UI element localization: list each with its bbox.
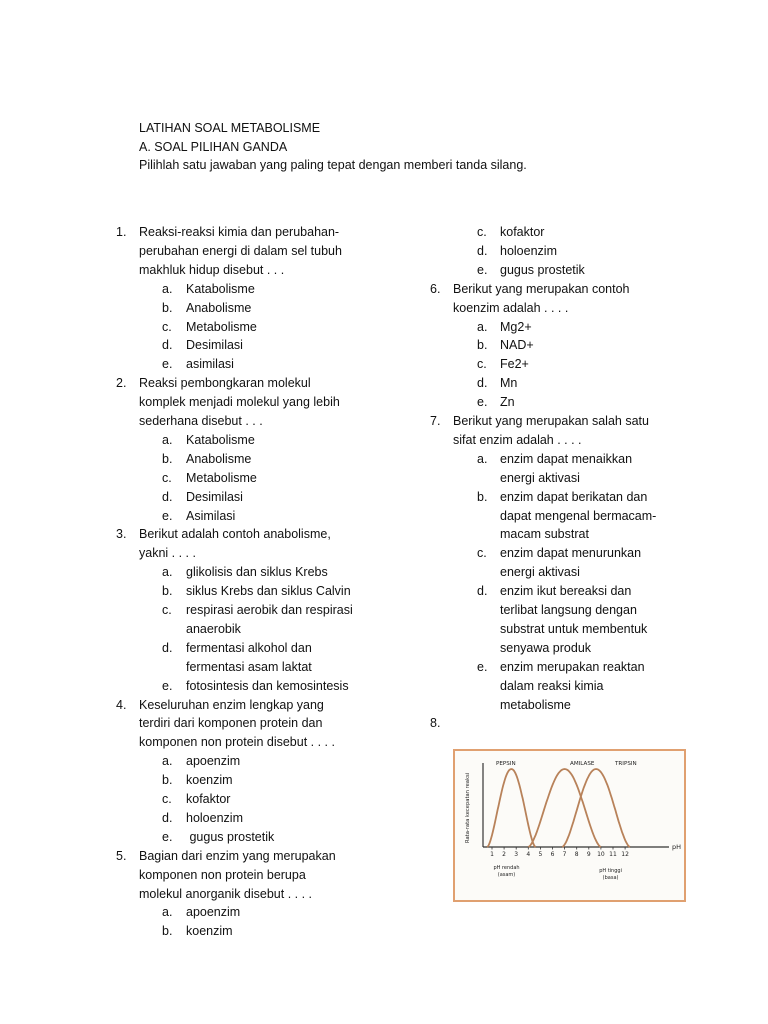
option-text[interactable]: substrat untuk membentuk [500,621,648,636]
x-tick-label: 12 [621,851,629,858]
option-text[interactable]: fermentasi asam laktat [186,659,312,674]
option-text[interactable]: enzim merupakan reaktan [500,659,645,674]
option-letter: d. [477,584,488,599]
option-letter: d. [477,376,488,391]
option-text[interactable]: fotosintesis dan kemosintesis [186,678,349,693]
series-label-amilase: AMILASE [570,761,595,767]
option-letter: a. [162,754,173,769]
question-text-line: Berikut yang merupakan salah satu [453,414,649,428]
question-text-line: Reaksi pembongkaran molekul [139,376,311,391]
option-text[interactable]: terlibat langsung dengan [500,603,637,617]
option-text[interactable]: Katabolisme [186,281,255,296]
option-letter: d. [162,640,173,655]
option-letter: a. [162,432,173,447]
x-tick-label: 8 [574,851,579,858]
question-number: 2. [116,376,127,391]
option-text[interactable]: senyawa produk [500,640,592,655]
series-label-tripsin: TRIPSIN [615,761,637,767]
option-letter: e. [477,659,488,674]
option-letter: a. [162,565,173,580]
option-text[interactable]: enzim ikut bereaksi dan [500,584,632,599]
option-text[interactable]: Mg2+ [500,319,532,334]
option-letter: e. [162,357,173,372]
series-line-tripsin [562,769,630,847]
question-text-line: terdiri dari komponen protein dan [139,716,323,731]
option-text[interactable]: enzim dapat menaikkan [500,451,633,466]
option-text[interactable]: Katabolisme [186,432,255,447]
x-tick-label: 5 [538,851,543,858]
option-letter: a. [162,281,173,296]
question-text-line: molekul anorganik disebut . . . . [139,886,313,901]
option-letter: e. [477,262,488,277]
option-text[interactable]: glikolisis dan siklus Krebs [186,565,328,580]
option-text[interactable]: apoenzim [186,905,241,920]
option-text[interactable]: kofaktor [500,225,545,239]
series-line-pepsin [487,769,535,847]
option-letter: c. [477,225,487,239]
section-title: A. SOAL PILIHAN GANDA [139,140,288,154]
instruction-text: Pilihlah satu jawaban yang paling tepat dengan memberi tanda silang. [139,158,527,172]
question-text-line: makhluk hidup disebut . . . [139,262,285,277]
x-tick-label: 11 [609,851,617,858]
x-tick-label: 2 [502,851,507,858]
option-text[interactable]: macam substrat [500,527,589,542]
x-tick-label: 4 [526,851,531,858]
option-text[interactable]: Fe2+ [500,357,529,372]
question-text-line: Reaksi-reaksi kimia dan perubahan- [139,225,340,239]
x-tick-label: 10 [597,851,605,858]
x-note-high-line2: (basa) [602,875,619,881]
option-text[interactable]: holoenzim [186,810,243,825]
question-text-line: sederhana disebut . . . [139,414,263,428]
x-tick-label: 9 [586,851,591,858]
question-text-line: sifat enzim adalah . . . . [453,432,582,447]
x-tick-label: 6 [550,851,555,858]
option-text[interactable]: Asimilasi [186,508,236,523]
option-text[interactable]: energi aktivasi [500,565,580,580]
option-text[interactable]: holoenzim [500,243,557,258]
option-text[interactable]: siklus Krebs dan siklus Calvin [186,584,351,599]
question-number: 6. [430,281,441,296]
option-letter: c. [162,470,172,485]
option-text[interactable]: metabolisme [500,697,571,712]
option-text[interactable]: enzim dapat berikatan dan [500,489,648,504]
option-text[interactable]: anaerobik [186,621,241,636]
option-letter: b. [162,584,173,599]
option-letter: b. [162,773,173,788]
series-line-amilase [528,769,601,847]
option-text[interactable]: fermentasi alkohol dan [186,640,312,655]
option-letter: e. [477,395,488,410]
option-text[interactable]: Zn [500,395,515,410]
option-text[interactable]: gugus prostetik [186,829,275,844]
question-text-line: yakni . . . . [139,546,196,561]
question-number: 4. [116,697,127,712]
option-letter: c. [162,792,172,806]
option-text[interactable]: Anabolisme [186,451,252,466]
option-letter: d. [162,338,173,353]
x-note-high-line1: pH tinggi [599,868,622,874]
option-letter: d. [162,489,173,504]
option-text[interactable]: dalam reaksi kimia [500,678,604,693]
option-letter: c. [162,603,172,617]
option-letter: b. [477,489,488,504]
option-text[interactable]: koenzim [186,924,233,939]
question-text-line: komponen non protein berupa [139,867,306,882]
y-axis-label: Rata-rata kecepatan reaksi [465,772,471,843]
option-text[interactable]: Desimilasi [186,338,243,353]
question-number: 1. [116,225,127,239]
option-text[interactable]: dapat mengenal bermacam- [500,508,657,523]
option-text[interactable]: asimilasi [186,357,234,372]
question-number: 3. [116,527,127,542]
option-letter: c. [477,357,487,372]
option-letter: b. [162,924,173,939]
option-letter: c. [162,319,172,334]
series-label-pepsin: PEPSIN [496,761,516,767]
option-text[interactable]: gugus prostetik [500,262,585,277]
x-note-low-line2: (asam) [497,872,516,878]
option-text[interactable]: apoenzim [186,754,241,769]
question-text-line: Berikut yang merupakan contoh [453,281,630,296]
x-tick-label: 1 [490,851,494,858]
option-text[interactable]: Metabolisme [186,319,257,334]
question-text-line: Berikut adalah contoh anabolisme, [139,527,331,542]
option-letter: b. [477,338,488,353]
option-letter: b. [162,451,173,466]
option-letter: e. [162,829,173,844]
x-note-low-line1: pH rendah [493,865,520,871]
option-text[interactable]: energi aktivasi [500,470,580,485]
option-text[interactable]: kofaktor [186,792,231,806]
option-text[interactable]: NAD+ [500,338,534,353]
x-tick-label: 7 [562,851,567,858]
question-number: 5. [116,848,127,863]
x-axis-label: pH [672,843,682,851]
question-text-line: Bagian dari enzim yang merupakan [139,848,336,863]
option-text[interactable]: enzim dapat menurunkan [500,546,642,561]
question-text-line: koenzim adalah . . . . [453,300,569,315]
option-letter: d. [162,810,173,825]
option-letter: a. [477,451,488,466]
question-text-line: Keseluruhan enzim lengkap yang [139,697,324,712]
question-number: 8. [430,716,441,731]
option-letter: d. [477,243,488,258]
chart-svg [455,751,684,900]
option-text[interactable]: Mn [500,376,518,391]
option-letter: a. [162,905,173,920]
page-title: LATIHAN SOAL METABOLISME [139,121,321,135]
option-text[interactable]: Desimilasi [186,489,243,504]
option-letter: c. [477,546,487,561]
question-text-line: komplek menjadi molekul yang lebih [139,395,340,410]
option-letter: b. [162,300,173,315]
option-letter: a. [477,319,488,334]
question-text-line: perubahan energi di dalam sel tubuh [139,243,342,258]
option-text[interactable]: koenzim [186,773,233,788]
option-letter: e. [162,678,173,693]
question-text-line: komponen non protein disebut . . . . [139,735,335,750]
option-text[interactable]: Metabolisme [186,470,257,485]
option-letter: e. [162,508,173,523]
x-tick-label: 3 [514,851,519,858]
question-number: 7. [430,414,441,428]
option-text[interactable]: respirasi aerobik dan respirasi [186,603,353,617]
option-text[interactable]: Anabolisme [186,300,252,315]
ph-enzyme-chart [453,749,686,902]
